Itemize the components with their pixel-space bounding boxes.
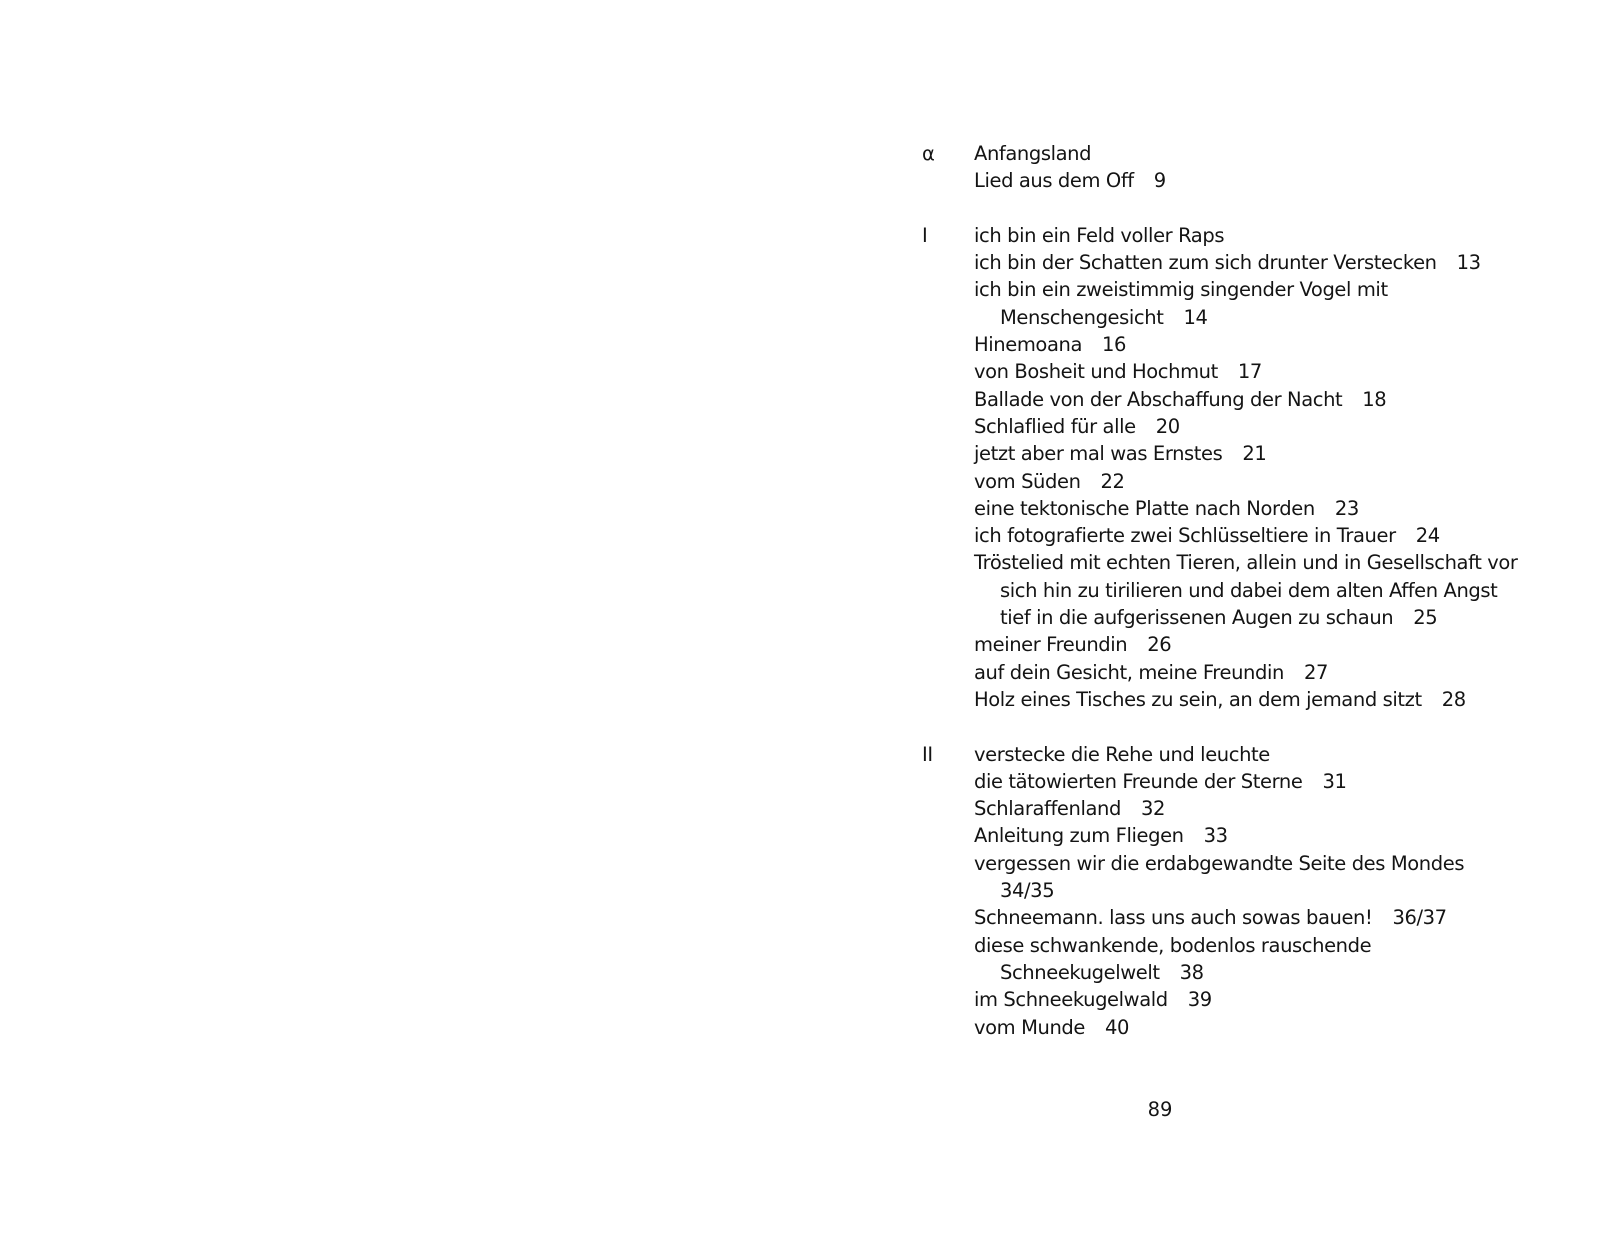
- entry-page-number: 20: [1155, 414, 1180, 438]
- entry-page-number: 27: [1303, 660, 1328, 684]
- entry-page-number: 13: [1456, 251, 1481, 275]
- entry-title: die tätowierten Freunde der Sterne: [974, 769, 1303, 793]
- entry-title: diese schwankende, bodenlos rauschende: [974, 933, 1372, 957]
- entry-page-number: 40: [1104, 1015, 1129, 1039]
- toc-entry: [974, 222, 1562, 249]
- entry-page-number: 16: [1102, 333, 1127, 357]
- toc-entry-continuation: [974, 877, 1562, 904]
- toc-section-2: [922, 741, 1562, 1041]
- entry-page-number: 9: [1153, 169, 1166, 193]
- entry-page-number: 39: [1187, 988, 1212, 1012]
- toc-entry-continuation: [974, 959, 1562, 986]
- toc-entry: [974, 1014, 1562, 1041]
- toc-entry-continuation: [974, 304, 1562, 331]
- toc-entry: [974, 932, 1562, 959]
- toc-entry: [974, 768, 1562, 795]
- entry-page-number: 14: [1183, 305, 1208, 329]
- section-marker: I: [922, 223, 928, 247]
- entry-page-number: 31: [1322, 769, 1347, 793]
- toc-section-1: [922, 222, 1562, 713]
- entry-title: Schlaraffenland: [974, 797, 1121, 821]
- entry-title: Tröstelied mit echten Tieren, allein und in Gesellschaft vor: [974, 551, 1518, 575]
- entry-title: jetzt aber mal was Ernstes: [974, 442, 1223, 466]
- entry-title: verstecke die Rehe und leuchte: [974, 742, 1270, 766]
- entry-title: Schneemann. lass uns auch sowas bauen!: [974, 906, 1373, 930]
- section-marker: II: [922, 742, 933, 766]
- entry-title: ich bin ein Feld voller Raps: [974, 223, 1225, 247]
- entry-title: auf dein Gesicht, meine Freundin: [974, 660, 1284, 684]
- entry-title: Anleitung zum Fliegen: [974, 824, 1184, 848]
- entry-title: Hinemoana: [974, 333, 1083, 357]
- toc-entry: [974, 659, 1562, 686]
- entry-title: meiner Freundin: [974, 633, 1128, 657]
- entry-title: Holz eines Tisches zu sein, an dem jemand sitzt: [974, 687, 1422, 711]
- entry-title: von Bosheit und Hochmut: [974, 360, 1218, 384]
- entry-page-number: 17: [1237, 360, 1262, 384]
- entry-page-number: 18: [1362, 387, 1387, 411]
- toc-entry: [974, 249, 1562, 276]
- entry-title: Schlaflied für alle: [974, 414, 1136, 438]
- entry-page-number: 38: [1179, 960, 1204, 984]
- entry-title: tief in die aufgerissenen Augen zu schaun: [1000, 606, 1394, 630]
- toc-entry: [974, 413, 1562, 440]
- toc-entry: [974, 850, 1562, 877]
- entry-title: vergessen wir die erdabgewandte Seite des Mondes: [974, 851, 1465, 875]
- entry-title: Menschengesicht: [1000, 305, 1164, 329]
- toc-entry: [974, 795, 1562, 822]
- entry-page-number: 28: [1441, 687, 1466, 711]
- table-of-contents: [922, 140, 1562, 1068]
- entry-page-number: 21: [1242, 442, 1267, 466]
- entry-page-number: 32: [1140, 797, 1165, 821]
- toc-entry: [974, 495, 1562, 522]
- entry-title: vom Süden: [974, 469, 1081, 493]
- toc-entry: [974, 686, 1562, 713]
- entry-title: ich bin der Schatten zum sich drunter Verstecken: [974, 251, 1437, 275]
- toc-entry: [974, 331, 1562, 358]
- entry-title: Ballade von der Abschaffung der Nacht: [974, 387, 1343, 411]
- toc-entry: [974, 631, 1562, 658]
- entry-page-number: 26: [1147, 633, 1172, 657]
- toc-entry-continuation: [974, 604, 1562, 631]
- toc-entry: [974, 522, 1562, 549]
- entry-page-number: 24: [1415, 524, 1440, 548]
- entry-title: im Schneekugelwald: [974, 988, 1168, 1012]
- section-marker: α: [922, 142, 935, 165]
- entry-page-number: 23: [1334, 496, 1359, 520]
- toc-entry: [974, 549, 1562, 576]
- entry-title: Lied aus dem Off: [974, 169, 1134, 193]
- entry-title: vom Munde: [974, 1015, 1085, 1039]
- toc-entry: [974, 440, 1562, 467]
- toc-entry: [974, 358, 1562, 385]
- entry-title: sich hin zu tirilieren und dabei dem alten Affen Angst: [1000, 578, 1498, 602]
- entry-page-number: 33: [1203, 824, 1228, 848]
- entry-page-number: 22: [1100, 469, 1125, 493]
- toc-entry: [974, 822, 1562, 849]
- toc-entry: [974, 276, 1562, 303]
- toc-section-alpha: [922, 140, 1562, 195]
- entry-title: ich fotografierte zwei Schlüsseltiere in Trauer: [974, 524, 1396, 548]
- entry-title: eine tektonische Platte nach Norden: [974, 496, 1315, 520]
- toc-entry: [974, 140, 1562, 167]
- toc-entry: [974, 468, 1562, 495]
- page-number: 89: [1147, 1098, 1173, 1121]
- toc-entry: [974, 741, 1562, 768]
- entry-page-number: 36/37: [1392, 906, 1447, 930]
- toc-entry: [974, 167, 1562, 194]
- toc-entry: [974, 386, 1562, 413]
- entry-title: 34/35: [1000, 879, 1055, 903]
- toc-entry: [974, 986, 1562, 1013]
- toc-entry-continuation: [974, 577, 1562, 604]
- entry-title: ich bin ein zweistimmig singender Vogel mit: [974, 278, 1388, 302]
- entry-title: Anfangsland: [974, 142, 1092, 165]
- toc-entry: [974, 904, 1562, 931]
- entry-title: Schneekugelwelt: [1000, 960, 1160, 984]
- entry-page-number: 25: [1413, 606, 1438, 630]
